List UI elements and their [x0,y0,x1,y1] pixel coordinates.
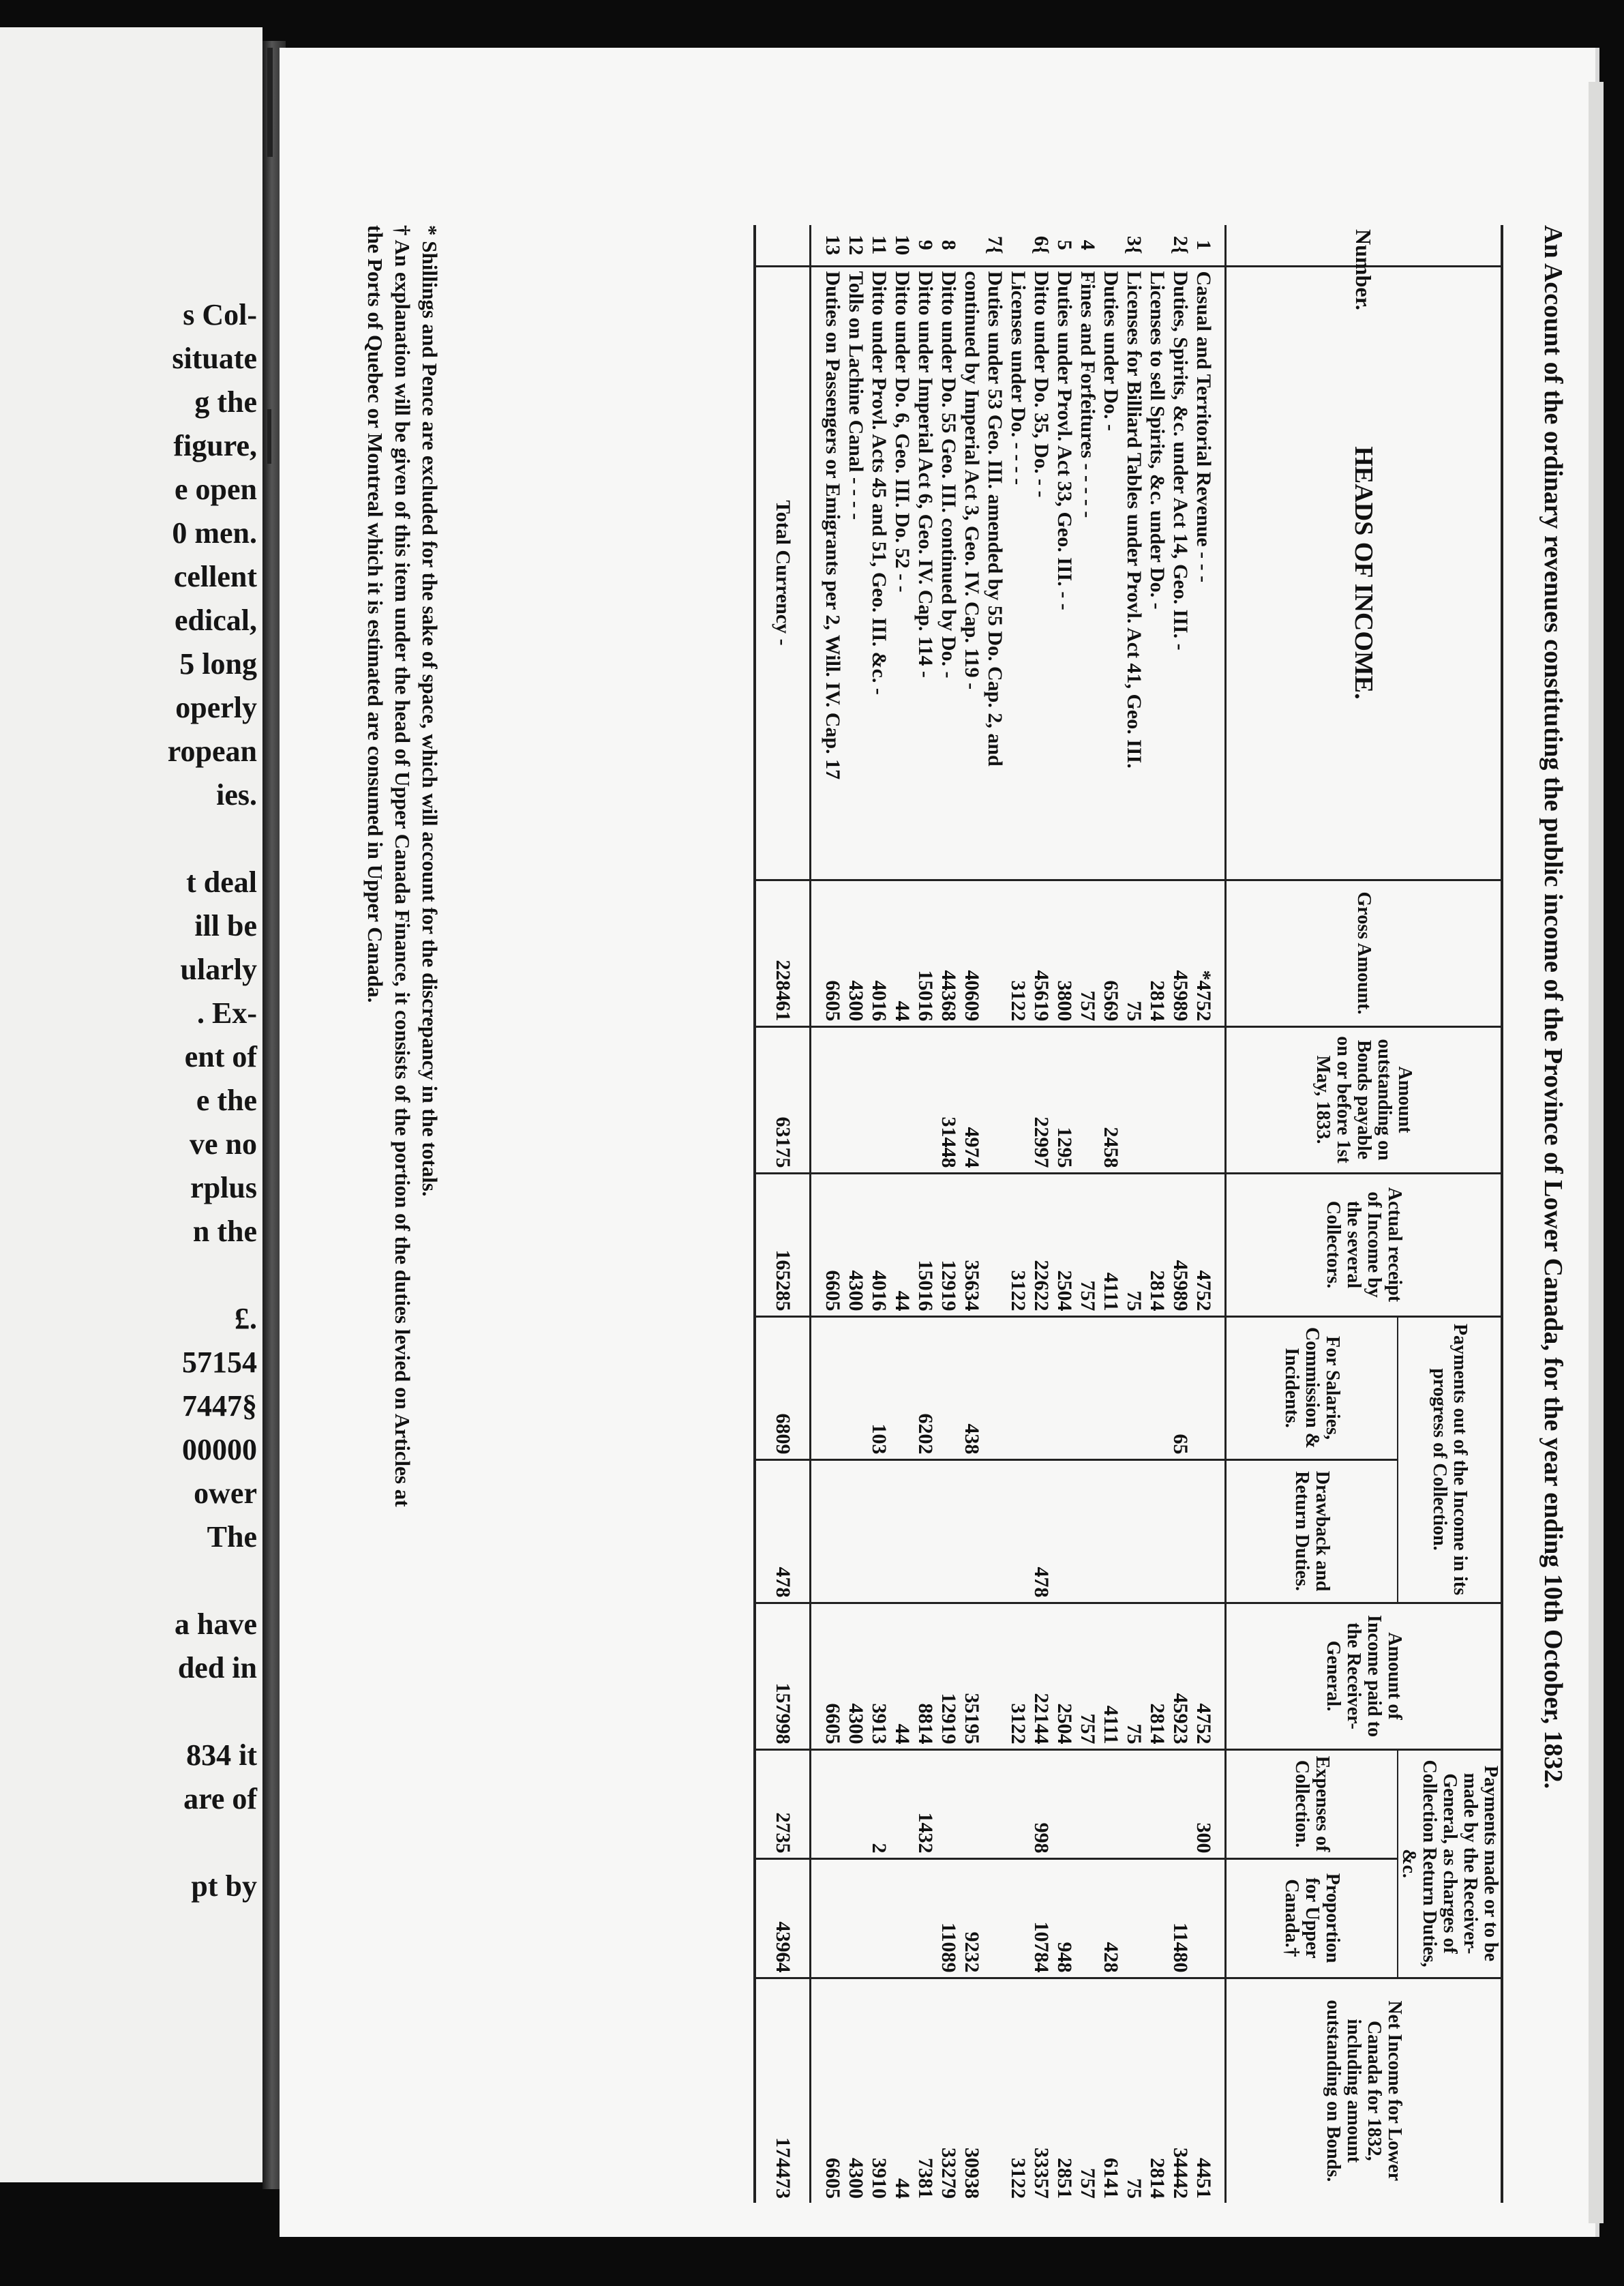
row-receiver: 6605 [821,1603,844,1749]
left-page-line: g the [194,385,257,419]
total-outstanding: 63175 [755,1026,811,1173]
row-receiver: 75 [1122,1603,1145,1749]
left-page-line: operly [175,691,257,724]
column-gross: Gross Amount. [1226,880,1503,1026]
row-net: 4451 [1192,1978,1215,2203]
row-net: 7381 [914,1978,937,2203]
row-drawback [1169,1459,1192,1603]
row-number: 7{ [984,235,1006,254]
left-page-line: figure, [173,429,257,462]
row-head: Ditto under Do. 35, Do. - - [1029,266,1053,880]
row-number: 12 [845,235,867,256]
row-expenses [937,1749,960,1858]
row-drawback [1192,1459,1215,1603]
row-salaries: 65 [1169,1316,1192,1459]
row-head: Ditto under Do. 55 Geo. III. continued by Do. - [937,266,960,880]
row-net: 757 [1076,1978,1099,2203]
footnotes [361,225,443,2203]
left-page-line: . Ex- [197,996,257,1030]
row-drawback: 478 [1029,1459,1053,1603]
row-drawback [1099,1459,1122,1603]
row-outstanding: 2458 [1099,1026,1122,1173]
row-drawback [1006,1459,1029,1603]
table-title: An Account of the ordinary revenues constituting the public income of the Province of Lower Canada, for the year ending 10th October, 1832. [1539,225,1567,1789]
row-upper-canada [1076,1858,1099,1978]
row-expenses [1099,1749,1122,1858]
row-outstanding [1076,1026,1099,1173]
left-page-line [0,1559,262,1603]
row-expenses [844,1749,867,1858]
row-actual: 757 [1076,1173,1099,1316]
row-drawback [844,1459,867,1603]
row-upper-canada [1192,1858,1215,1978]
row-actual: 4752 [1192,1173,1215,1316]
row-number: 2{ [1169,235,1192,254]
row-salaries [890,1316,914,1459]
row-salaries: 103 [867,1316,890,1459]
row-gross: *4752 [1192,880,1215,1026]
row-upper-canada [867,1858,890,1978]
row-actual: 2814 [1145,1173,1169,1316]
left-page-line: pt by [191,1869,257,1903]
row-head: Casual and Territorial Revenue - - - [1192,266,1215,880]
row-actual: 22622 [1029,1173,1053,1316]
row-receiver: 4111 [1099,1603,1122,1749]
row-upper-canada [844,1858,867,1978]
table-row [1006,225,1029,2203]
page-edge [1589,82,1604,2223]
table-row [1192,225,1215,2203]
total-gross: 228461 [755,880,811,1026]
left-page-line: ies. [216,778,257,812]
row-expenses: 1432 [914,1749,937,1858]
row-drawback [937,1459,960,1603]
left-page-line: are of [183,1782,257,1815]
row-drawback [821,1459,844,1603]
row-gross: 3122 [1006,880,1029,1026]
left-page-line: ent of [184,1040,257,1073]
row-drawback [1122,1459,1145,1603]
row-net: 34442 [1169,1978,1192,2203]
row-outstanding: 22997 [1029,1026,1053,1173]
row-head: Tolls on Lachine Canal - - - - [844,266,867,880]
row-net: 4300 [844,1978,867,2203]
row-salaries [1145,1316,1169,1459]
row-net: 6605 [821,1978,844,2203]
row-expenses [983,1749,1006,1858]
column-actual: Actual receipt of Income by the several Collectors. [1226,1173,1503,1316]
total-net: 174473 [755,1978,811,2203]
table-row [1099,225,1122,2203]
left-page-line: ropean [167,734,257,768]
row-outstanding: 4974 [960,1026,983,1173]
left-page-line: 00000 [182,1433,257,1466]
row-outstanding [844,1026,867,1173]
row-actual: 2504 [1053,1173,1076,1316]
left-page-line: ularly [180,953,257,986]
left-page-line: The [207,1520,257,1554]
row-outstanding [914,1026,937,1173]
row-number: 6{ [1030,235,1053,254]
row-number: 3{ [1123,235,1145,254]
row-number: 9 [914,239,937,250]
row-actual: 35634 [960,1173,983,1316]
column-net: Net Income for Lower Canada for 1832, including amount outstanding on Bonds. [1226,1978,1503,2203]
left-page-line: edical, [175,604,257,637]
row-salaries [1006,1316,1029,1459]
row-salaries [1122,1316,1145,1459]
column-group-payments: Payments out of the Income in its progress of Collection. [1398,1316,1502,1603]
row-head: Duties under Do. - [1099,266,1122,880]
row-receiver: 4752 [1192,1603,1215,1749]
row-number: 1 [1192,239,1215,250]
row-drawback [890,1459,914,1603]
row-receiver: 3913 [867,1603,890,1749]
table-row [867,225,890,2203]
row-net: 3910 [867,1978,890,2203]
table-row [960,225,983,2203]
row-drawback [1145,1459,1169,1603]
row-number: 11 [868,235,890,255]
row-actual: 44 [890,1173,914,1316]
left-page-line: situate [172,342,257,375]
row-expenses [1076,1749,1099,1858]
row-salaries [1192,1316,1215,1459]
footnote-upper-canada-cont: the Ports of Quebec or Montreal which it is estimated are consumed in Upper Canada. [363,225,387,1003]
left-page-line: s Col- [183,298,257,331]
row-expenses [1169,1749,1192,1858]
column-outstanding: Amount outstanding on Bonds payable on or before 1st May, 1833. [1226,1026,1503,1173]
column-receiver: Amount of Income paid to the Receiver-General. [1226,1603,1503,1749]
column-upper-canada: Proportion for Upper Canada.† [1226,1858,1398,1978]
row-upper-canada: 9232 [960,1858,983,1978]
row-gross: 6569 [1099,880,1122,1026]
row-expenses [960,1749,983,1858]
table-row [937,225,960,2203]
row-drawback [867,1459,890,1603]
left-page-line: e the [196,1084,257,1117]
row-gross: 40609 [960,880,983,1026]
left-page-line: ill be [194,909,257,942]
row-salaries [821,1316,844,1459]
row-net: 44 [890,1978,914,2203]
revenue-table [753,225,1503,2203]
left-page-fragment [0,27,262,2182]
row-drawback [983,1459,1006,1603]
row-outstanding [983,1026,1006,1173]
left-page-line: cellent [173,560,257,593]
table-row [1053,225,1076,2203]
row-net: 30938 [960,1978,983,2203]
row-head: Duties under 53 Geo. III. amended by 55 Do. Cap. 2, and [983,266,1006,880]
total-drawback: 478 [755,1459,811,1603]
row-outstanding [821,1026,844,1173]
total-expenses: 2735 [755,1749,811,1858]
row-salaries [1053,1316,1076,1459]
left-page-line: £. [235,1302,257,1335]
row-outstanding [1122,1026,1145,1173]
row-upper-canada: 11480 [1169,1858,1192,1978]
left-page-line: ve no [190,1127,257,1161]
row-outstanding [1006,1026,1029,1173]
row-gross: 4016 [867,880,890,1026]
total-salaries: 6809 [755,1316,811,1459]
row-receiver: 4300 [844,1603,867,1749]
row-receiver: 44 [890,1603,914,1749]
row-head: Duties, Spirits, &c. under Act 14, Geo. III. - [1169,266,1192,880]
row-outstanding: 1295 [1053,1026,1076,1173]
row-net: 6141 [1099,1978,1122,2203]
gutter-mark [267,409,271,464]
row-head: Licenses under Do. - - - - [1006,266,1029,880]
row-expenses: 2 [867,1749,890,1858]
row-receiver [983,1603,1006,1749]
table-row [1122,225,1145,2203]
row-head: Duties under Provl. Act 33, Geo. III. - - [1053,266,1076,880]
row-salaries [1099,1316,1122,1459]
row-receiver: 757 [1076,1603,1099,1749]
left-page-line [0,1253,262,1297]
row-head: Ditto under Imperial Act 6, Geo. IV. Cap. 114 - [914,266,937,880]
row-gross: 6605 [821,880,844,1026]
footnote-shillings: * Shillings and Pence are excluded for the sake of space, which will account for the discrepancy in the totals. [418,225,442,1197]
left-page-line [0,1821,262,1865]
left-page-line: ded in [177,1651,257,1684]
left-page-line: n the [192,1215,257,1248]
row-actual: 4111 [1099,1173,1122,1316]
row-expenses [1053,1749,1076,1858]
row-upper-canada [890,1858,914,1978]
row-head: Ditto under Provl. Acts 45 and 51, Geo. III. &c. - [867,266,890,880]
row-gross: 757 [1076,880,1099,1026]
row-net: 33357 [1029,1978,1053,2203]
row-gross: 3800 [1053,880,1076,1026]
row-receiver: 45923 [1169,1603,1192,1749]
table-row [1169,225,1192,2203]
row-net [983,1978,1006,2203]
left-page-line [0,1690,262,1734]
row-expenses [890,1749,914,1858]
row-outstanding: 31448 [937,1026,960,1173]
row-salaries [983,1316,1006,1459]
row-head: Licenses for Billiard Tables under Provl. Act 41, Geo. III. [1122,266,1145,880]
row-number: 10 [891,235,914,256]
left-page-line: 5 long [179,647,257,681]
row-expenses [1145,1749,1169,1858]
table-row [1145,225,1169,2203]
row-gross [983,880,1006,1026]
row-number: 13 [822,235,844,256]
row-number [1099,225,1122,266]
row-expenses: 998 [1029,1749,1053,1858]
table-row [821,225,844,2203]
row-expenses [821,1749,844,1858]
table-row [983,225,1006,2203]
row-receiver: 12919 [937,1603,960,1749]
row-gross: 2814 [1145,880,1169,1026]
row-salaries [937,1316,960,1459]
row-head: continued by Imperial Act 3, Geo. IV. Cap. 119 - [960,266,983,880]
table-row [914,225,937,2203]
row-head: Fines and Forfeitures - - - - - [1076,266,1099,880]
row-net: 2814 [1145,1978,1169,2203]
row-salaries: 438 [960,1316,983,1459]
row-salaries: 6202 [914,1316,937,1459]
left-page-line [0,817,262,861]
table-row [1076,225,1099,2203]
row-receiver: 2814 [1145,1603,1169,1749]
gutter-mark [267,48,273,157]
row-outstanding [890,1026,914,1173]
left-page-line: t deal [186,865,257,899]
row-number: 4 [1077,239,1099,250]
row-expenses: 300 [1192,1749,1215,1858]
row-actual: 75 [1122,1173,1145,1316]
total-receiver: 157998 [755,1603,811,1749]
row-receiver: 8814 [914,1603,937,1749]
row-gross: 45619 [1029,880,1053,1026]
row-upper-canada: 11089 [937,1858,960,1978]
row-upper-canada [1006,1858,1029,1978]
row-net: 3122 [1006,1978,1029,2203]
row-upper-canada: 428 [1099,1858,1122,1978]
row-actual: 4300 [844,1173,867,1316]
row-receiver: 3122 [1006,1603,1029,1749]
row-drawback [914,1459,937,1603]
row-outstanding [1145,1026,1169,1173]
row-upper-canada [914,1858,937,1978]
row-gross: 15016 [914,880,937,1026]
row-receiver: 35195 [960,1603,983,1749]
left-page-line: 834 it [186,1738,257,1772]
footnote-upper-canada: † An explanation will be given of this item under the head of Upper Canada Finance, it consists of the portion of the duties levied on Articles at [391,225,415,1507]
left-page-line: 57154 [182,1346,257,1379]
row-upper-canada [821,1858,844,1978]
column-heads: HEADS OF INCOME. [1226,266,1503,880]
row-salaries [844,1316,867,1459]
row-outstanding [867,1026,890,1173]
row-drawback [1053,1459,1076,1603]
table-row [890,225,914,2203]
row-actual: 6605 [821,1173,844,1316]
total-upper-canada: 43964 [755,1858,811,1978]
row-number: 8 [937,239,960,250]
row-upper-canada [1145,1858,1169,1978]
row-net: 2851 [1053,1978,1076,2203]
left-page-line: a have [175,1607,257,1641]
row-salaries [1076,1316,1099,1459]
table-row [844,225,867,2203]
row-gross: 44 [890,880,914,1026]
row-actual: 15016 [914,1173,937,1316]
row-upper-canada: 10784 [1029,1858,1053,1978]
column-drawback: Drawback and Return Duties. [1226,1459,1398,1603]
row-gross: 45989 [1169,880,1192,1026]
row-gross: 4300 [844,880,867,1026]
column-number: Number. [1226,225,1503,266]
left-page-line: 7447§ [182,1389,257,1423]
row-number [960,225,983,266]
table-body [811,225,1226,2203]
row-number [1006,225,1029,266]
row-upper-canada [983,1858,1006,1978]
row-head: Ditto under Do. 6, Geo. III. Do. 52 - - [890,266,914,880]
left-page-line: e open [175,473,257,506]
row-actual: 12919 [937,1173,960,1316]
column-salaries: For Salaries, Commission & Incidents. [1226,1316,1398,1459]
row-outstanding [1192,1026,1215,1173]
row-salaries [1029,1316,1053,1459]
row-actual [983,1173,1006,1316]
row-gross: 44368 [937,880,960,1026]
row-net: 75 [1122,1978,1145,2203]
left-page-line: rplus [190,1171,257,1204]
row-actual: 45989 [1169,1173,1192,1316]
left-page-line: ower [194,1476,257,1510]
row-gross: 75 [1122,880,1145,1026]
column-group-receiver-general: Payments made or to be made by the Receiver-General, as charges of Collection Return Duties, &c. [1398,1749,1502,1978]
left-page-text [0,293,262,1908]
column-expenses: Expenses of Collection. [1226,1749,1398,1858]
row-upper-canada [1122,1858,1145,1978]
row-net: 33279 [937,1978,960,2203]
table-row [1029,225,1053,2203]
row-receiver: 2504 [1053,1603,1076,1749]
total-actual: 165285 [755,1173,811,1316]
row-drawback [960,1459,983,1603]
rotated-table-block [355,225,1568,2203]
total-label: Total Currency - [755,266,811,880]
row-expenses [1122,1749,1145,1858]
row-head: Duties on Passengers or Emigrants per 2, Will. IV. Cap. 17 [821,266,844,880]
row-expenses [1006,1749,1029,1858]
row-head: Licenses to sell Spirits, &c. under Do. - [1145,266,1169,880]
row-drawback [1076,1459,1099,1603]
row-outstanding [1169,1026,1192,1173]
row-upper-canada: 948 [1053,1858,1076,1978]
row-number: 5 [1053,239,1076,250]
row-actual: 3122 [1006,1173,1029,1316]
row-receiver: 22144 [1029,1603,1053,1749]
total-row [755,225,811,2203]
row-actual: 4016 [867,1173,890,1316]
row-number [1145,225,1169,266]
left-page-line: 0 men. [172,516,257,550]
